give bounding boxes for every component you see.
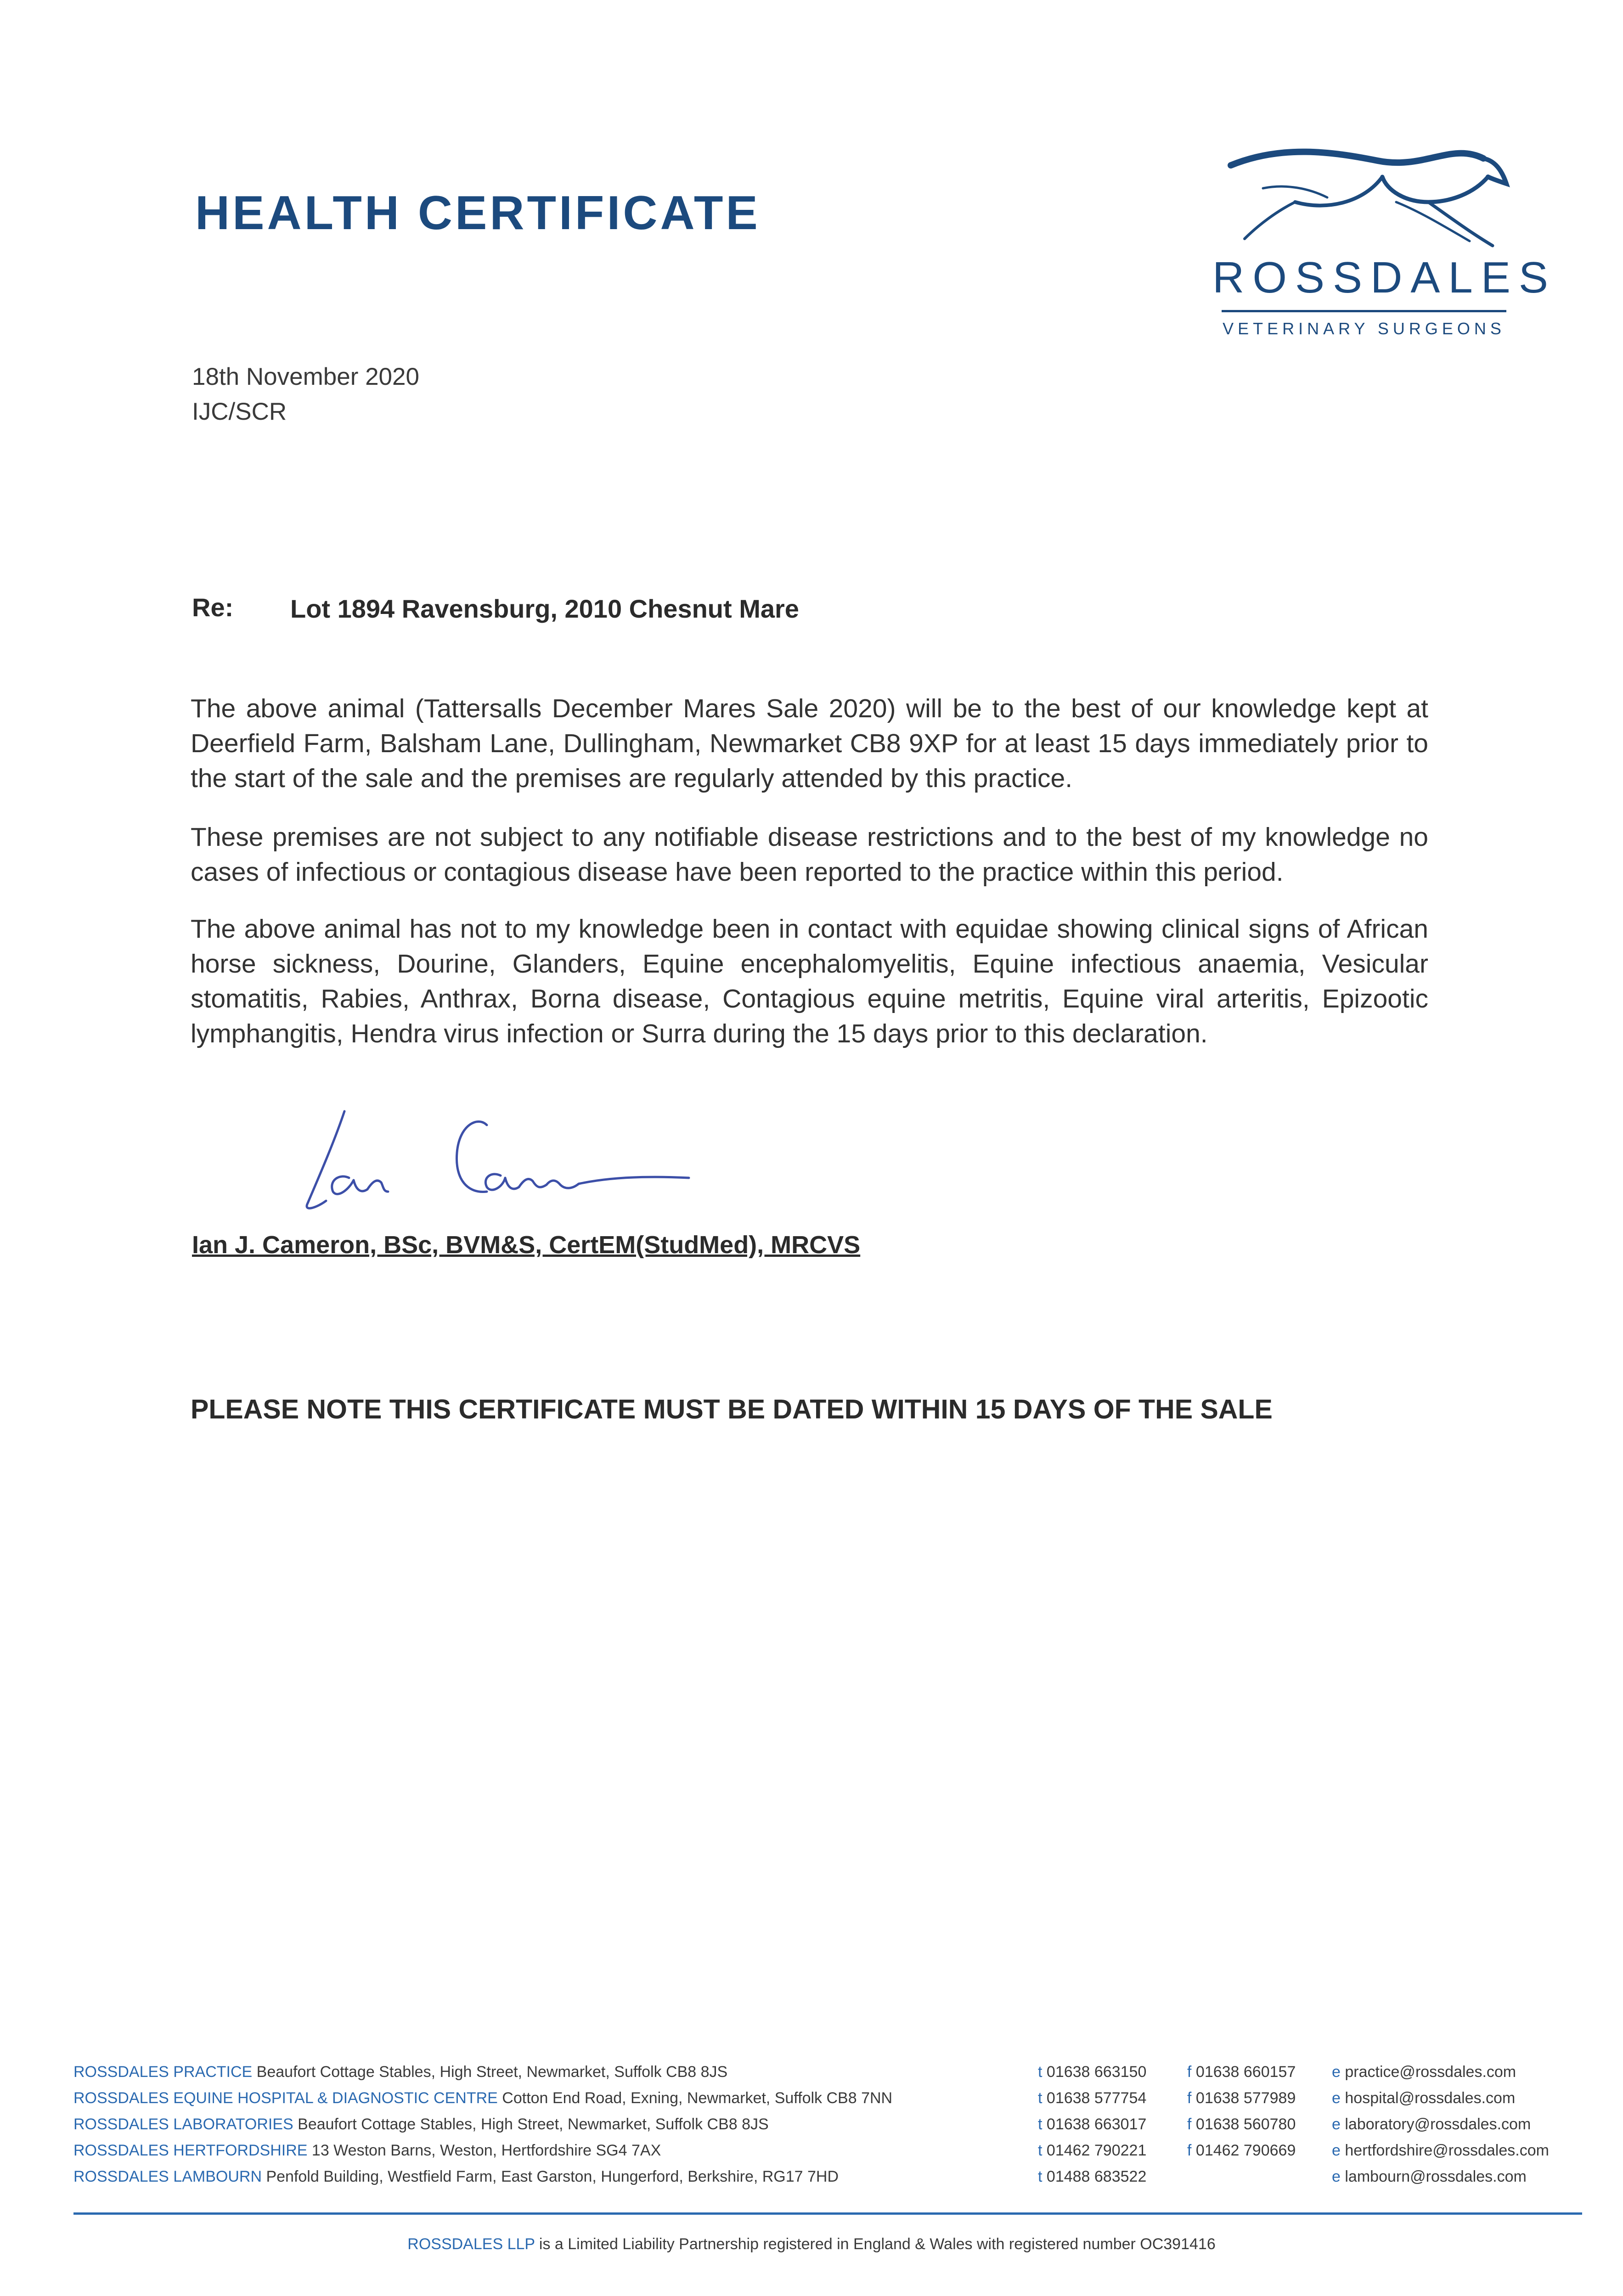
office-name: ROSSDALES EQUINE HOSPITAL & DIAGNOSTIC CENTRE [73,2089,498,2107]
office-telephone: t 01488 683522 [1038,2168,1147,2185]
office-name: ROSSDALES HERTFORDSHIRE [73,2142,308,2159]
office-name: ROSSDALES LABORATORIES [73,2116,293,2133]
paragraph-restrictions: These premises are not subject to any notifiable disease restrictions and to the best of my knowledge no cases of infectious or contagious disease have been reported to the practice within this period. [191,822,1428,887]
footer-office-row [73,2116,769,2133]
office-fax: f 01638 660157 [1187,2063,1296,2081]
re-label: Re: [192,593,234,622]
legal-text: is a Limited Liability Partnership registered in England & Wales with registered number OC391416 [539,2235,1216,2253]
office-name: ROSSDALES PRACTICE [73,2063,253,2081]
office-name: ROSSDALES LAMBOURN [73,2168,262,2185]
letter-date: 18th November 2020 [192,363,419,390]
signatory-name: Ian J. Cameron, BSc, BVM&S, CertEM(StudMed), MRCVS [192,1231,861,1259]
logo-divider [1222,310,1506,312]
office-telephone: t 01462 790221 [1038,2142,1147,2159]
office-address: 13 Weston Barns, Weston, Hertfordshire SG4 7AX [311,2142,661,2159]
dating-notice: PLEASE NOTE THIS CERTIFICATE MUST BE DATED WITHIN 15 DAYS OF THE SALE [191,1394,1273,1424]
footer-office-row [73,2142,661,2160]
office-fax: f 01462 790669 [1187,2142,1296,2159]
legal-notice [0,2235,1623,2253]
logo-wordmark: ROSSDALES [1212,253,1556,302]
handwritten-signature [285,1097,744,1217]
footer-office-row [73,2063,727,2081]
horse-logo-icon [1212,133,1516,253]
document-title: HEALTH CERTIFICATE [195,186,761,240]
office-address: Cotton End Road, Exning, Newmarket, Suffolk CB8 7NN [502,2089,893,2107]
office-email: e practice@rossdales.com [1332,2063,1516,2081]
office-email: e laboratory@rossdales.com [1332,2116,1531,2133]
office-fax: f 01638 577989 [1187,2089,1296,2107]
rossdales-logo [1212,133,1556,349]
office-email: e hospital@rossdales.com [1332,2089,1516,2107]
office-address: Beaufort Cottage Stables, High Street, Newmarket, Suffolk CB8 8JS [298,2116,769,2133]
office-address: Beaufort Cottage Stables, High Street, Newmarket, Suffolk CB8 8JS [256,2063,728,2081]
re-subject: Lot 1894 Ravensburg, 2010 Chesnut Mare [290,594,799,623]
office-email: e lambourn@rossdales.com [1332,2168,1527,2185]
office-telephone: t 01638 663150 [1038,2063,1147,2081]
office-email: e hertfordshire@rossdales.com [1332,2142,1549,2159]
paragraph-disease-contact: The above animal has not to my knowledge been in contact with equidae showing clinical signs of African horse sickness, Dourine, Glanders, Equine encephalomyelitis, Equine infectious anaemia, Vesicular stomatitis, Rabies, Anthrax, Borna disease, Contagious equine metritis, Equine viral arteritis, Epizootic lymphangitis, Hendra virus infection or Surra during the 15 days prior to this declaration. [191,914,1428,1048]
footer-office-row [73,2089,892,2107]
office-address: Penfold Building, Westfield Farm, East Garston, Hungerford, Berkshire, RG17 7HD [266,2168,839,2185]
paragraph-premises: The above animal (Tattersalls December Mares Sale 2020) will be to the best of our knowledge kept at Deerfield Farm, Balsham Lane, Dullingham, Newmarket CB8 9XP for at least 15 days immediately prior to the start of the sale and the premises are regularly attended by this practice. [191,694,1428,793]
footer-office-row [73,2168,839,2186]
letter-reference: IJC/SCR [192,398,287,425]
logo-tagline: VETERINARY SURGEONS [1223,319,1505,338]
footer-divider [73,2212,1582,2215]
office-telephone: t 01638 663017 [1038,2116,1147,2133]
office-telephone: t 01638 577754 [1038,2089,1147,2107]
legal-company-name: ROSSDALES LLP [407,2235,535,2253]
office-fax: f 01638 560780 [1187,2116,1296,2133]
